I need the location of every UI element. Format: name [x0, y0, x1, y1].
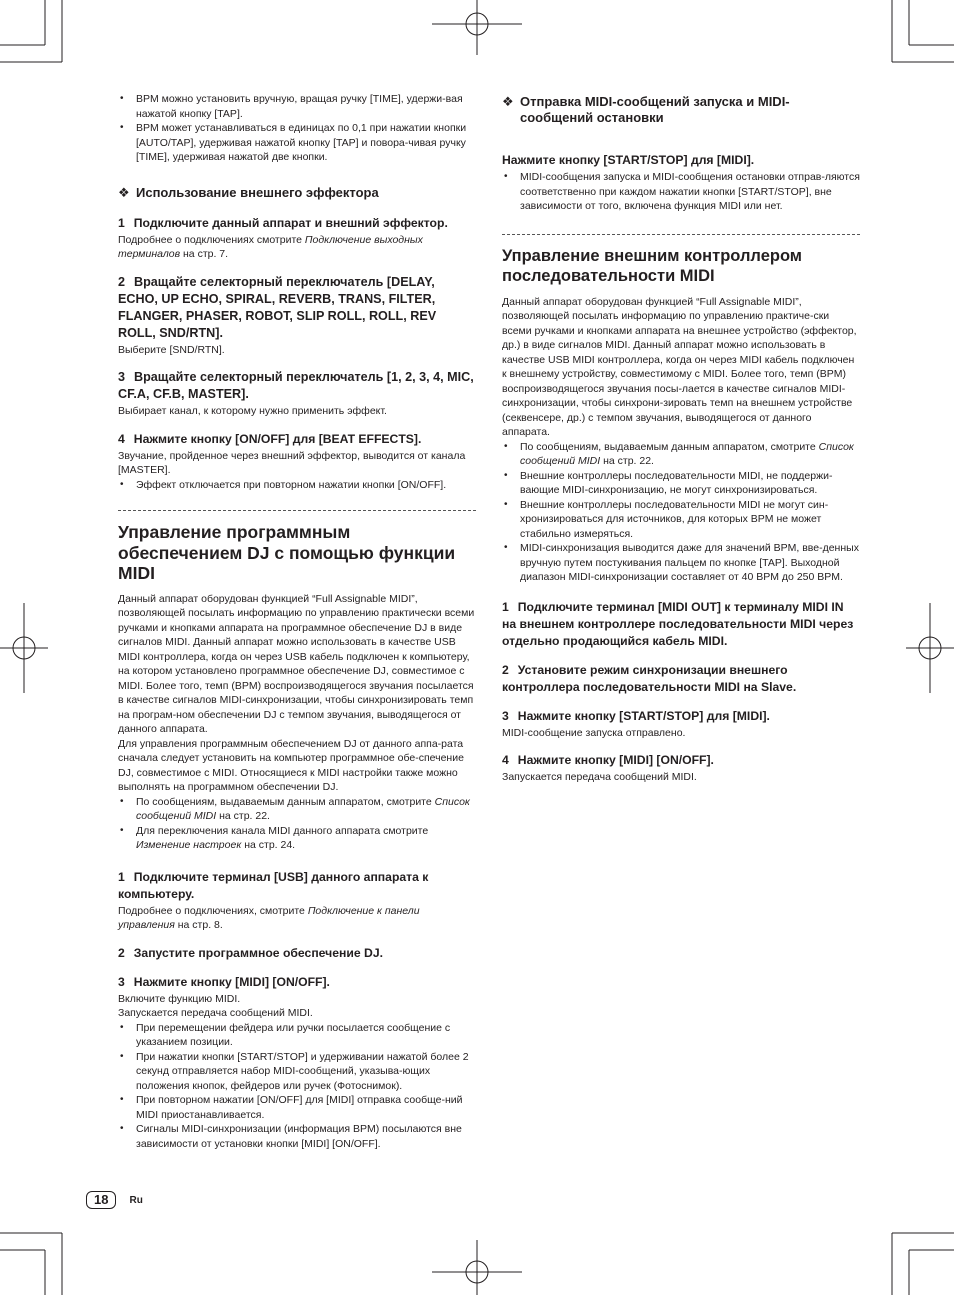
- list-item: • BPM может устанавливаться в единицах по 0,1 при нажатии кнопки [AUTO/TAP], удерживая нажатой кнопку [TAP] и повора-чивая ручку [TIME], удерживая нажатой две кнопки.: [118, 121, 476, 165]
- dj-para-1: Данный аппарат оборудован функцией “Full Assignable MIDI”, позволяющей посылать информацию по управлению практически всеми ручками и кнопками аппарата на программное обеспечение DJ в виде сигналов MIDI. Данный аппарат можно использовать в качестве USB MIDI контроллера, когда он через USB кабель подключен к компьютеру, на котором установлено программное обеспечение DJ, совместимое с MIDI. Более того, темп (BPM) воспроизводящегося звучания посылается в качестве сигналов MIDI-синхронизации, чтобы синхронизировать темп на програм-ном обеспечении DJ с темпом звучания, выводящегося от данного аппарата.: [118, 592, 475, 735]
- ext-step-2-body: Выберите [SND/RTN].: [118, 343, 225, 356]
- list-item: • По сообщениям, выдаваемым данным аппаратом, смотрите Список сообщений MIDI на стр. 22.: [502, 440, 860, 469]
- seq-step-1: 1 Подключите терминал [MIDI OUT] к терминалу MIDI IN на внешнем контроллере последовательности MIDI через отдельно продающийся кабель MIDI.: [502, 599, 854, 648]
- dj-step-3-body-2: Запускается передача сообщений MIDI.: [118, 1007, 313, 1019]
- divider: [118, 510, 476, 511]
- list-item: • BPM можно установить вручную, вращая ручку [TIME], удержи-вая нажатой кнопку [TAP].: [118, 92, 476, 121]
- list-item: • По сообщениям, выдаваемым данным аппаратом, смотрите Список сообщений MIDI на стр. 22.: [118, 795, 476, 824]
- send-midi-heading: ❖ Отправка MIDI-сообщений запуска и MIDI-сообщений остановки: [502, 94, 790, 125]
- ext-seq-para: Данный аппарат оборудован функцией “Full Assignable MIDI”, позволяющей посылать информацию по управлению практиче-ски всеми ручками и кнопками аппарата на внешнее устройство (эффектор, др.) в виде сигналов MIDI. Данный аппарат можно использовать в качестве USB MIDI контроллера, когда он через MIDI кабель подключен к внешнему устройству, совместимому с MIDI. Более того, темп (BPM) воспроизводящегося звучания посы-лается в качестве сигналов MIDI-синхронизации, чтобы синхрони-зировать темп на внешнем устройстве (секвенсере, др.) с темпом звучания, выводящегося от данного аппарата.: [502, 295, 857, 438]
- list-item: • При повторном нажатии [ON/OFF] для [MIDI] отправка сообще-ний MIDI приостанавливается.: [118, 1093, 476, 1122]
- right-column: [502, 92, 860, 785]
- dj-midi-heading: Управление программным обеспечением DJ с помощью функции MIDI: [118, 522, 456, 583]
- ext-seq-heading: Управление внешним контроллером последовательности MIDI: [502, 246, 803, 285]
- dj-step-2: 2 Запустите программное обеспечение DJ.: [118, 945, 383, 960]
- list-item: • Внешние контроллеры последовательности MIDI, не поддержи-вающие MIDI-синхронизацию, не могут синхронизироваться.: [502, 469, 860, 498]
- ext-step-4-body: Звучание, пройденное через внешний эффектор, выводится от канала [MASTER].: [118, 449, 466, 476]
- left-column: [118, 92, 476, 1151]
- ext-step-1-body: Подробнее о подключениях смотрите Подключение выходных терминалов на стр. 7.: [118, 233, 423, 260]
- language-code: Ru: [129, 1194, 143, 1206]
- diamond-icon: ❖: [118, 184, 130, 200]
- intro-bullets: [118, 92, 476, 165]
- ext-step-3-body: Выбирает канал, к которому нужно применить эффект.: [118, 405, 387, 417]
- list-item: • Сигналы MIDI-синхронизации (информация BPM) посылаются вне зависимости от установки кнопки [MIDI] [ON/OFF].: [118, 1122, 476, 1151]
- seq-step-4: 4 Нажмите кнопку [MIDI] [ON/OFF].: [502, 753, 714, 767]
- ext-seq-bullets: [502, 440, 860, 585]
- list-item: • При перемещении фейдера или ручки посылается сообщение с указанием позиции.: [118, 1021, 476, 1050]
- ext-effector-heading: ❖ Использование внешнего эффектора: [118, 184, 379, 200]
- send-step: Нажмите кнопку [START/STOP] для [MIDI].: [502, 153, 755, 167]
- list-item: • MIDI-синхронизация выводится даже для значений BPM, вве-денных вручную путем постукивания пальцем по кнопке [TAP]. Выходной диапазон MIDI-синхронизации составляет от 40 BPM до 250 BPM.: [502, 541, 860, 585]
- list-item: • Внешние контроллеры последовательности MIDI не могут син-хронизироваться для источников, для которых BPM не может стабильно измеряться.: [502, 498, 860, 542]
- seq-step-3: 3 Нажмите кнопку [START/STOP] для [MIDI].: [502, 708, 770, 723]
- divider: [502, 234, 860, 235]
- diamond-icon: ❖: [502, 94, 514, 109]
- ext-step-4: 4 Нажмите кнопку [ON/OFF] для [BEAT EFFECTS].: [118, 431, 422, 446]
- list-item: • Эффект отключается при повторном нажатии кнопки [ON/OFF].: [118, 478, 476, 493]
- dj-step-3-body-1: Включите функцию MIDI.: [118, 992, 241, 1005]
- page-footer: [86, 1191, 143, 1209]
- ext-step-2: 2 Вращайте селекторный переключатель [DELAY, ECHO, UP ECHO, SPIRAL, REVERB, TRANS, FILTER, FLANGER, PHASER, ROBOT, SLIP ROLL, ROLL, REV ROLL, SND/RTN].: [118, 274, 437, 340]
- list-item: • MIDI-сообщения запуска и MIDI-сообщения остановки отправ-ляются соответственно при каждом нажатии кнопки [START/STOP], вне зависимости от того, включена функция MIDI или нет.: [502, 170, 860, 214]
- page-number: 18: [86, 1191, 116, 1209]
- ext-step-1: 1 Подключите данный аппарат и внешний эффектор.: [118, 215, 448, 230]
- list-item: • Для переключения канала MIDI данного аппарата смотрите Изменение настроек на стр. 24.: [118, 824, 476, 853]
- dj-step-3: 3 Нажмите кнопку [MIDI] [ON/OFF].: [118, 974, 330, 989]
- dj-bullets: [118, 795, 476, 853]
- ext-step-3: 3 Вращайте селекторный переключатель [1, 2, 3, 4, MIC, CF.A, CF.B, MASTER].: [118, 370, 474, 401]
- dj-step-1: 1 Подключите терминал [USB] данного аппарата к компьютеру.: [118, 869, 429, 901]
- list-item: • При нажатии кнопки [START/STOP] и удерживании нажатой более 2 секунд отправляется набор MIDI-сообщений, указыва-ющих положения кнопок, фейдеров или ручек (Фотоснимок).: [118, 1050, 476, 1094]
- seq-step-4-body: Запускается передача сообщений MIDI.: [502, 771, 697, 783]
- dj-step-1-body: Подробнее о подключениях, смотрите Подключение к панели управления на стр. 8.: [118, 904, 420, 931]
- seq-step-2: 2 Установите режим синхронизации внешнего контроллера последовательности MIDI на Slave.: [502, 662, 797, 694]
- seq-step-3-body: MIDI-сообщение запуска отправлено.: [502, 726, 686, 739]
- dj-step-3-bullets: [118, 1021, 476, 1152]
- dj-para-2: Для управления программным обеспечением DJ от данного аппа-рата сначала следует установить на компьютер программное обе-спечение DJ, совместимое с MIDI. Относящиеся к MIDI настройки также можно выполнять на программном обеспечении DJ.: [118, 737, 464, 793]
